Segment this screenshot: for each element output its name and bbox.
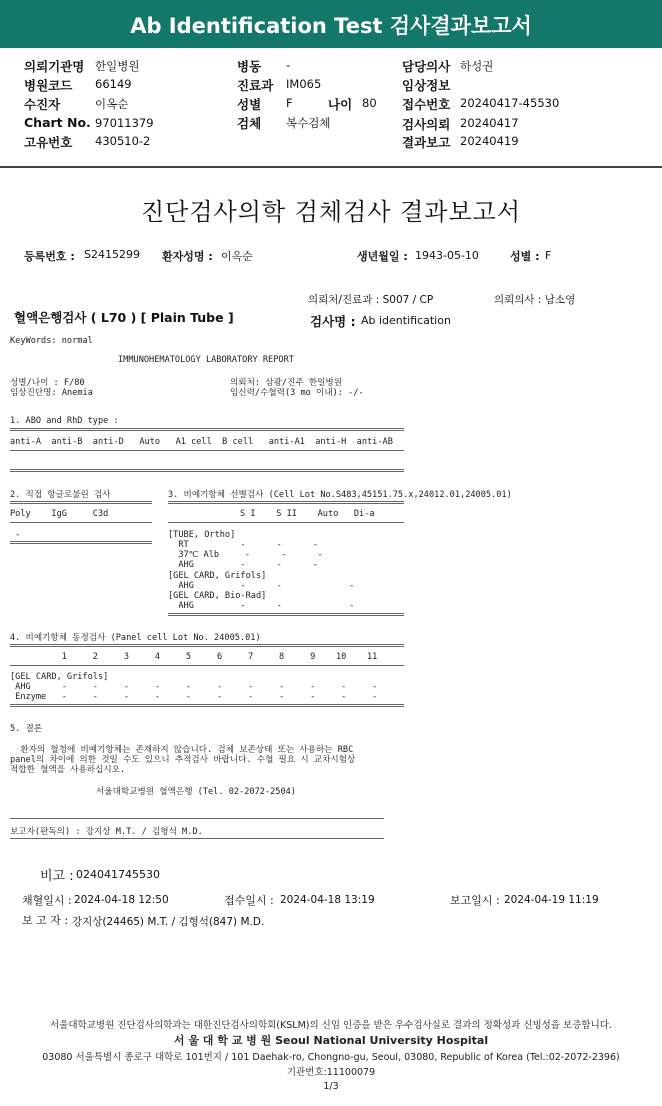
section1-columns: anti-A anti-B anti-D Auto A1 cell B cell anti-A1 anti-H anti-AB: [10, 437, 393, 447]
section3-header-rule: [168, 522, 404, 523]
section3-row: [GEL CARD, Grifols]: [168, 571, 267, 581]
info-value-request-date: 20240417: [460, 116, 519, 130]
reporter-value: 강지상(24465) M.T. / 김형석(847) M.D.: [72, 916, 265, 928]
birth-date-label: 생년월일 :: [357, 250, 408, 263]
info-label-department: 진료과: [237, 78, 274, 93]
keywords: KeyWords: normal: [10, 336, 93, 346]
info-label-institution: 의뢰기관명: [24, 59, 85, 74]
section5-title: 5. 결론: [10, 724, 43, 734]
registration-label: 등록번호 :: [24, 250, 75, 263]
section1-header-rule: [10, 450, 404, 451]
info-label-age: 나이: [328, 97, 353, 112]
hospital-address: 03080 서울특별시 종로구 대학로 101번지 / 101 Daehak-ro, Chongno-gu, Seoul, 03080, Republic of Korea (Tel.:02-2072-2396): [42, 1052, 620, 1063]
section4-top-rule: [10, 644, 404, 647]
report-diagnosis: 임상진단명: Anemia: [10, 388, 93, 398]
section4-header-rule: [10, 665, 404, 666]
note-value: 024041745530: [76, 868, 160, 881]
reporter-top-rule: [10, 818, 384, 819]
section2-title: 2. 직접 항글로불린 검사: [10, 490, 111, 500]
collect-time-label: 채혈일시 :: [22, 894, 72, 907]
collect-time-value: 2024-04-18 12:50: [74, 894, 169, 906]
info-value-chart-no: 97011379: [95, 116, 154, 130]
registration-value: S2415299: [84, 248, 140, 261]
info-label-hospital-code: 병원코드: [24, 78, 73, 93]
section4-columns: 1 2 3 4 5 6 7 8 9 10 11: [10, 652, 378, 662]
report-time-label: 보고일시 :: [450, 894, 500, 907]
info-label-patient: 수진자: [24, 97, 61, 112]
info-value-sex: F: [286, 96, 293, 110]
section1-title: 1. ABO and RhD type :: [10, 416, 119, 426]
birth-date-value: 1943-05-10: [415, 249, 479, 262]
certification-text: 서울대학교병원 진단검사의학과는 대한진단검사의학회(KSLM)의 신임 인증을 받은 우수검사실로 결과의 정확성과 신빙성을 보증합니다.: [50, 1020, 612, 1031]
report-sex-age: 성별/나이 : F/80: [10, 378, 85, 388]
conclusion-line: panel의 차이에 의한 것일 수도 있으니 추적검사 바랍니다. 수혈 필요 시 교차시험상: [10, 755, 356, 765]
patient-name-label: 환자성명 :: [162, 250, 213, 263]
info-label-unique-id: 고유번호: [24, 135, 73, 150]
section3-row: [GEL CARD, Bio-Rad]: [168, 591, 267, 601]
report-time-value: 2024-04-19 11:19: [504, 894, 599, 906]
info-label-request-date: 검사의뢰: [402, 117, 451, 132]
info-value-report-date: 20240419: [460, 134, 519, 148]
section3-columns: S I S II Auto Di-a: [240, 509, 375, 519]
info-label-clinical-info: 임상정보: [402, 78, 451, 93]
info-label-report-date: 결과보고: [402, 135, 451, 150]
requesting-doctor: 의뢰의사 : 남소영: [494, 294, 576, 306]
section3-row: AHG - - -: [168, 601, 355, 611]
section3-top-rule: [168, 501, 404, 504]
info-value-accession-no: 20240417-45530: [460, 96, 560, 110]
section1-bottom-rule: [10, 469, 404, 472]
section4-row: Enzyme - - - - - - - - - - -: [10, 692, 378, 702]
dept-info: 의뢰처/진료과 : S007 / CP: [308, 294, 434, 306]
info-value-ward: -: [286, 58, 291, 72]
report-requester: 의뢰처: 삼광/진주 한일병원: [230, 378, 343, 388]
conclusion-line: 환자의 혈청에 비예기항체는 존재하지 않습니다. 검체 보존상태 또는 사용하는 RBC: [10, 745, 354, 755]
info-value-patient: 이옥순: [95, 97, 129, 111]
info-value-department: IM065: [286, 77, 322, 91]
section2-columns: Poly IgG C3d: [10, 509, 109, 519]
section3-bottom-rule: [168, 613, 404, 616]
info-label-specimen: 검체: [237, 116, 262, 131]
section3-title: 3. 비예기항체 선별검사 (Cell Lot No.S483,45151.75.x,24012.01,24005.01): [168, 490, 512, 500]
note-label: 비고 :: [40, 869, 74, 884]
info-value-institution: 한일병원: [95, 59, 140, 73]
info-value-specimen: 복수검체: [286, 116, 331, 130]
info-value-doctor: 하성권: [460, 59, 494, 73]
reporter-label: 보 고 자 :: [22, 914, 69, 927]
section2-header-rule: [10, 522, 152, 523]
report-header-title: Ab Identification Test 검사결과보고서: [130, 14, 532, 38]
info-label-ward: 병동: [237, 59, 262, 74]
hospital-name: 서 울 대 학 교 병 원 Seoul National University Hospital: [173, 1034, 489, 1047]
test-name-value: Ab identification: [361, 314, 451, 327]
section3-row: AHG - - -: [168, 560, 319, 570]
document-title: 진단검사의학 검체검사 결과보고서: [140, 198, 522, 226]
patient-name-value: 이옥순: [221, 250, 253, 263]
section4-row: [GEL CARD, Grifols]: [10, 672, 109, 682]
test-name-label: 검사명 :: [310, 314, 356, 329]
blood-bank-contact: 서울대학교병원 혈액은행 (Tel. 02-2072-2504): [96, 787, 296, 797]
reporter-bottom-rule: [10, 838, 384, 839]
section4-title: 4. 비예기항체 동정검사 (Panel cell Lot No. 24005.01): [10, 633, 261, 643]
receive-time-label: 접수일시 :: [224, 894, 274, 907]
receive-time-value: 2024-04-18 13:19: [280, 894, 375, 906]
info-label-doctor: 담당의사: [402, 59, 451, 74]
info-label-accession-no: 접수번호: [402, 97, 451, 112]
sex-label: 성별 :: [510, 250, 540, 263]
section1-top-rule: [10, 428, 404, 431]
section2-value: -: [10, 530, 21, 540]
test-category-title: 혈액은행검사 ( L70 ) [ Plain Tube ]: [14, 310, 234, 325]
section4-bottom-rule: [10, 704, 404, 707]
section3-row: [TUBE, Ortho]: [168, 530, 236, 540]
section2-bottom-rule: [10, 541, 152, 544]
page-number: 1/3: [323, 1081, 339, 1092]
institution-number: 기관번호:11100079: [286, 1067, 376, 1078]
section3-row: 37℃ Alb - - -: [168, 550, 323, 560]
section3-row: RT - - -: [168, 540, 319, 550]
sex-value: F: [545, 249, 552, 262]
section4-row: AHG - - - - - - - - - - -: [10, 682, 378, 692]
header-divider: [0, 166, 662, 168]
info-label-sex: 성별: [237, 97, 262, 112]
section2-top-rule: [10, 501, 152, 504]
info-value-unique-id: 430510-2: [95, 134, 151, 148]
info-value-age: 80: [362, 96, 377, 110]
info-value-hospital-code: 66149: [95, 77, 132, 91]
report-heading: IMMUNOHEMATOLOGY LABORATORY REPORT: [118, 355, 294, 365]
conclusion-line: 적합한 혈액을 사용하십시오.: [10, 765, 126, 775]
report-reporter: 보고자(판독의) : 강지상 M.T. / 김형석 M.D.: [10, 827, 203, 837]
info-label-chart-no: Chart No.: [24, 115, 91, 130]
report-pregnancy: 임신력/수혈력(3 mo 이내): -/-: [230, 388, 364, 398]
section3-row: AHG - - -: [168, 581, 355, 591]
